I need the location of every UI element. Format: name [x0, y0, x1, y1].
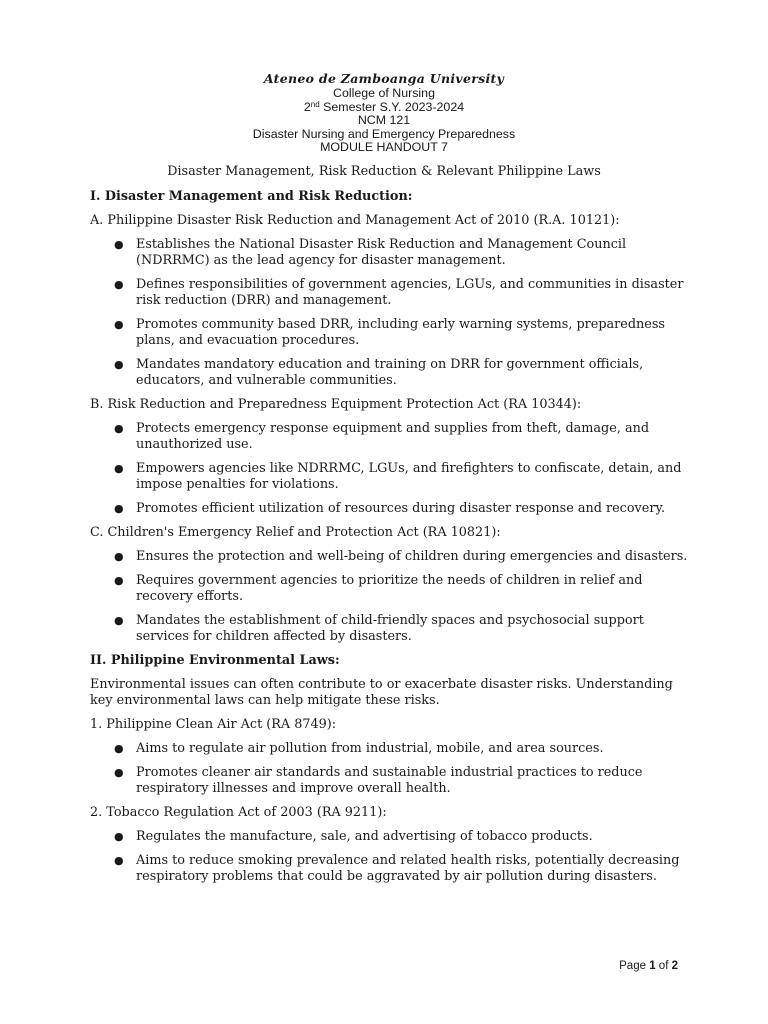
bullet-list [90, 421, 690, 517]
list-item-text: Empowers agencies like NDRRMC, LGUs, and firefighters to confiscate, detain, and impose penalties for violations. [136, 461, 682, 492]
list-item [90, 277, 690, 309]
list-item [90, 853, 690, 885]
subsection-title: 1. Philippine Clean Air Act (RA 8749): [90, 717, 337, 732]
page-current: 1 [649, 960, 656, 972]
list-item-text: Aims to reduce smoking prevalence and related health risks, potentially decreasing respiratory problems that could be aggravated by air pollution during disasters. [136, 853, 680, 884]
bullet-dot-icon: ● [114, 766, 124, 779]
list-item-text: Protects emergency response equipment and supplies from theft, damage, and unauthorized use. [136, 421, 650, 452]
list-item [90, 501, 690, 517]
list-item [90, 421, 690, 453]
bullet-dot-icon: ● [114, 742, 124, 755]
page-number [619, 960, 678, 972]
bullet-dot-icon: ● [114, 422, 124, 435]
document-body [90, 189, 690, 893]
list-item-text: Regulates the manufacture, sale, and advertising of tobacco products. [136, 829, 593, 844]
list-item-text: Promotes efficient utilization of resources during disaster response and recovery. [136, 501, 666, 516]
list-item-text: Defines responsibilities of government agencies, LGUs, and communities in disaster risk reduction (DRR) and management. [136, 277, 684, 308]
list-item [90, 317, 690, 349]
bullet-dot-icon: ● [114, 318, 124, 331]
subsection-title: C. Children's Emergency Relief and Protection Act (RA 10821): [90, 525, 501, 540]
list-item [90, 829, 690, 845]
list-item-text: Mandates mandatory education and training on DRR for government officials, educators, and vulnerable communities. [136, 357, 644, 388]
subsection-title: A. Philippine Disaster Risk Reduction and Management Act of 2010 (R.A. 10121): [90, 213, 620, 228]
college-name: College of Nursing [333, 86, 435, 100]
bullet-dot-icon: ● [114, 358, 124, 371]
bullet-list [90, 549, 690, 645]
list-item [90, 237, 690, 269]
list-item [90, 741, 690, 757]
bullet-list [90, 741, 690, 797]
bullet-dot-icon: ● [114, 550, 124, 563]
document-title: Disaster Management, Risk Reduction & Relevant Philippine Laws [167, 164, 601, 179]
of-word: of [658, 960, 669, 972]
list-item-text: Promotes community based DRR, including early warning systems, preparedness plans, and evacuation procedures. [136, 317, 665, 348]
bullet-dot-icon: ● [114, 830, 124, 843]
bullet-list [90, 829, 690, 885]
list-item-text: Requires government agencies to prioritize the needs of children in relief and recovery efforts. [136, 573, 643, 604]
bullet-dot-icon: ● [114, 854, 124, 867]
list-item-text: Promotes cleaner air standards and sustainable industrial practices to reduce respiratory illnesses and improve overall health. [136, 765, 643, 796]
list-item-text: Ensures the protection and well-being of children during emergencies and disasters. [136, 549, 688, 564]
list-item [90, 765, 690, 797]
page-total: 2 [671, 960, 678, 972]
bullet-dot-icon: ● [114, 502, 124, 515]
list-item [90, 613, 690, 645]
list-item [90, 461, 690, 493]
list-item [90, 357, 690, 389]
semester-ordinal: 2 [303, 99, 311, 114]
course-title: Disaster Nursing and Emergency Preparedness [252, 126, 516, 141]
subsection-title: 2. Tobacco Regulation Act of 2003 (RA 9211): [90, 805, 387, 820]
handout-label: MODULE HANDOUT 7 [320, 140, 448, 154]
section-intro: Environmental issues can often contribute to or exacerbate disaster risks. Understanding key environmental laws can help mitigate these risks. [90, 677, 673, 708]
section-heading: II. Philippine Environmental Laws: [90, 653, 340, 668]
section-heading: I. Disaster Management and Risk Reduction: [90, 189, 413, 204]
list-item-text: Aims to regulate air pollution from industrial, mobile, and area sources. [136, 741, 604, 756]
bullet-dot-icon: ● [114, 574, 124, 587]
document-header [0, 70, 768, 155]
list-item [90, 549, 690, 565]
bullet-list [90, 237, 690, 389]
university-name: Ateneo de Zamboanga University [263, 71, 505, 86]
list-item-text: Mandates the establishment of child-friendly spaces and psychosocial support services for children affected by disasters. [136, 613, 644, 644]
semester-line [0, 101, 768, 115]
bullet-dot-icon: ● [114, 614, 124, 627]
subsection-title: B. Risk Reduction and Preparedness Equipment Protection Act (RA 10344): [90, 397, 582, 412]
bullet-dot-icon: ● [114, 278, 124, 291]
list-item [90, 573, 690, 605]
course-code: NCM 121 [357, 113, 411, 127]
semester-suffix: nd [310, 99, 320, 109]
semester-rest: Semester S.Y. 2023-2024 [319, 99, 465, 114]
list-item-text: Establishes the National Disaster Risk Reduction and Management Council (NDRRMC) as the lead agency for disaster management. [136, 237, 627, 268]
page-word: Page [619, 960, 646, 972]
bullet-dot-icon: ● [114, 238, 124, 251]
bullet-dot-icon: ● [114, 462, 124, 475]
